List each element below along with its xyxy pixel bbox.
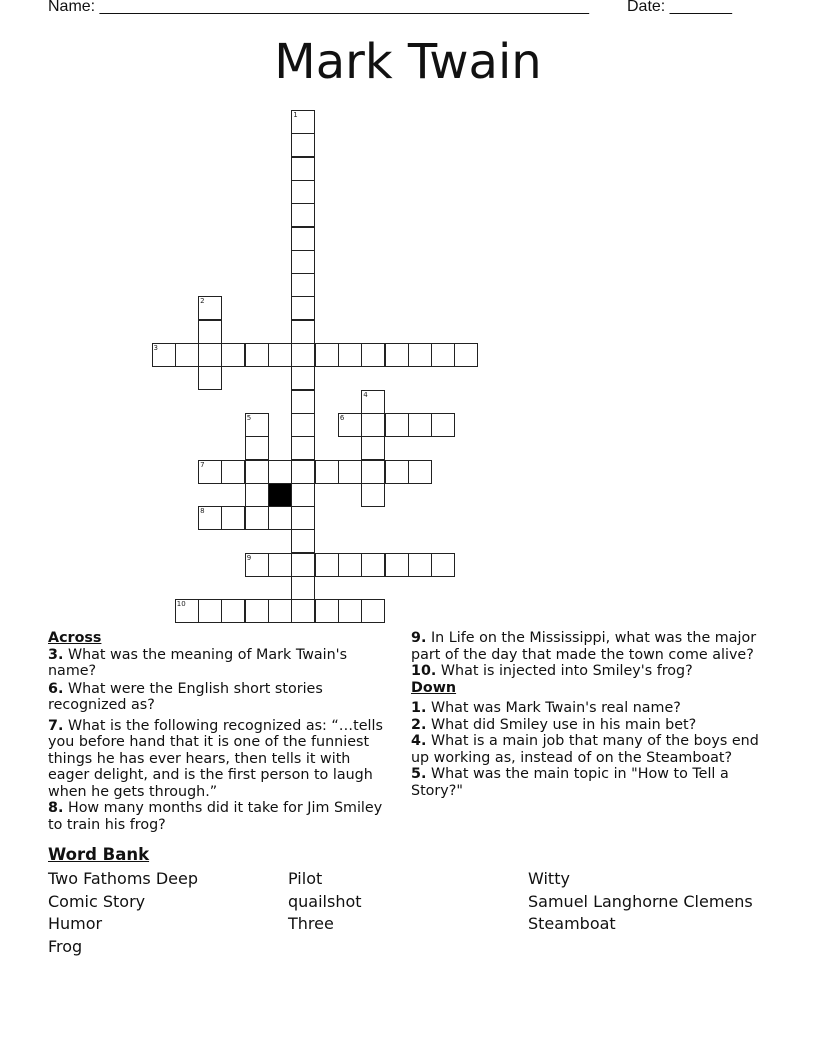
clue-number: 3. — [48, 646, 64, 663]
clue-across-10 — [411, 663, 781, 680]
word-bank-item: Frog — [48, 937, 83, 957]
answer-square[interactable] — [291, 366, 315, 390]
answer-square[interactable] — [338, 599, 362, 623]
answer-square[interactable] — [245, 413, 269, 437]
clue-across-3 — [48, 647, 393, 680]
clue-across-8 — [48, 800, 393, 833]
page-title: Mark Twain — [274, 34, 542, 90]
clue-text: What was the meaning of Mark Twain's name? — [48, 646, 348, 679]
answer-square[interactable] — [291, 227, 315, 251]
answer-square[interactable] — [268, 599, 292, 623]
answer-square[interactable] — [291, 413, 315, 437]
answer-square[interactable] — [245, 553, 269, 577]
clue-number-label: 8 — [200, 507, 205, 516]
clue-down-4 — [411, 733, 781, 766]
clue-text: How many months did it take for Jim Smiley to train his frog? — [48, 800, 383, 833]
name-field-label: Name: _______________________________________________________ — [48, 0, 589, 15]
answer-square[interactable] — [291, 180, 315, 204]
clue-across-6 — [48, 681, 393, 714]
answer-square[interactable] — [291, 320, 315, 344]
answer-square[interactable] — [268, 343, 292, 367]
answer-square[interactable] — [291, 390, 315, 414]
answer-square[interactable] — [431, 413, 455, 437]
clue-number: 6. — [48, 680, 64, 697]
answer-square[interactable] — [315, 599, 339, 623]
clue-text: What is injected into Smiley's frog? — [440, 663, 693, 679]
word-bank-heading: Word Bank — [48, 845, 150, 864]
word-bank-item: Two Fathoms Deep — [48, 869, 198, 888]
answer-square[interactable] — [315, 460, 339, 484]
word-bank-item: Comic Story — [48, 891, 146, 911]
clue-number-label: 3 — [153, 344, 158, 352]
clue-text: What is a main job that many of the boys end up working as, instead of on the Steamboat? — [411, 733, 759, 766]
clue-number: 9. — [411, 630, 427, 646]
answer-square[interactable] — [245, 460, 269, 484]
answer-square[interactable] — [198, 366, 222, 390]
answer-square[interactable] — [291, 576, 315, 600]
blocked-square — [268, 483, 292, 507]
clue-number-label: 4 — [363, 390, 368, 399]
answer-square[interactable] — [315, 343, 339, 367]
answer-square[interactable] — [291, 133, 315, 157]
answer-square[interactable] — [361, 460, 385, 484]
clue-number-label: 7 — [200, 460, 205, 469]
answer-square[interactable] — [338, 553, 362, 577]
answer-square[interactable] — [268, 553, 292, 577]
clue-number-label: 1 — [293, 111, 298, 119]
across-heading: Across — [48, 630, 102, 646]
clue-across-7 — [48, 718, 393, 801]
clue-text: What was Mark Twain's real name? — [430, 700, 681, 716]
clue-number-label: 2 — [200, 297, 205, 306]
answer-square[interactable] — [268, 460, 292, 484]
answer-square[interactable] — [221, 599, 245, 623]
answer-square[interactable] — [291, 273, 315, 297]
clue-down-2 — [411, 717, 781, 734]
answer-square[interactable] — [152, 343, 176, 367]
answer-square[interactable] — [431, 343, 455, 367]
answer-square[interactable] — [338, 413, 362, 437]
clue-text: In Life on the Mississippi, what was the major part of the day that made the town come alive? — [411, 630, 757, 663]
answer-square[interactable] — [221, 343, 245, 367]
clue-number-label: 5 — [246, 413, 252, 422]
answer-square[interactable] — [245, 599, 269, 623]
answer-square[interactable] — [385, 553, 409, 577]
clue-text: What did Smiley use in his main bet? — [430, 716, 697, 733]
answer-square[interactable] — [431, 553, 455, 577]
answer-square[interactable] — [338, 343, 362, 367]
answer-square[interactable] — [198, 460, 222, 484]
clues-left-column — [48, 630, 393, 833]
clue-down-5 — [411, 766, 781, 799]
answer-square[interactable] — [291, 203, 315, 227]
word-bank-item: Three — [288, 914, 334, 934]
answer-square[interactable] — [198, 320, 222, 344]
word-bank-item: Pilot — [288, 869, 323, 888]
word-bank-item: Humor — [48, 914, 103, 934]
answer-square[interactable] — [385, 413, 409, 437]
clue-number-label: 9 — [246, 553, 252, 562]
answer-square[interactable] — [361, 436, 385, 460]
answer-square[interactable] — [408, 460, 432, 484]
answer-square[interactable] — [198, 343, 222, 367]
answer-square[interactable] — [245, 436, 269, 460]
clue-number: 2. — [411, 716, 427, 733]
answer-square[interactable] — [268, 506, 292, 530]
answer-square[interactable] — [338, 460, 362, 484]
answer-square[interactable] — [454, 343, 478, 367]
answer-square[interactable] — [291, 529, 315, 553]
answer-square[interactable] — [221, 506, 245, 530]
down-heading: Down — [411, 679, 457, 696]
answer-square[interactable] — [291, 110, 315, 134]
clue-number: 7. — [48, 717, 64, 734]
word-bank-item: quailshot — [288, 891, 362, 911]
clue-text: What were the English short stories recognized as? — [48, 680, 323, 713]
answer-square[interactable] — [175, 343, 199, 367]
clue-number: 8. — [48, 800, 64, 816]
answer-square[interactable] — [291, 343, 315, 367]
answer-square[interactable] — [315, 553, 339, 577]
clue-across-9 — [411, 630, 781, 663]
answer-square[interactable] — [221, 460, 245, 484]
answer-square[interactable] — [198, 599, 222, 623]
answer-square[interactable] — [291, 436, 315, 460]
answer-square[interactable] — [291, 483, 315, 507]
answer-square[interactable] — [385, 343, 409, 367]
answer-square[interactable] — [291, 157, 315, 181]
answer-square[interactable] — [291, 599, 315, 623]
clue-down-1 — [411, 700, 781, 717]
answer-square[interactable] — [361, 390, 385, 414]
answer-square[interactable] — [385, 460, 409, 484]
answer-square[interactable] — [408, 553, 432, 577]
answer-square[interactable] — [361, 483, 385, 507]
answer-square[interactable] — [291, 296, 315, 320]
clue-number-label: 6 — [339, 413, 345, 422]
date-field-label: Date: _______ — [627, 0, 732, 15]
answer-square[interactable] — [361, 599, 385, 623]
answer-square[interactable] — [291, 250, 315, 274]
answer-square[interactable] — [408, 343, 432, 367]
clue-number: 10. — [411, 663, 437, 679]
answer-square[interactable] — [361, 413, 385, 437]
answer-square[interactable] — [291, 506, 315, 530]
answer-square[interactable] — [291, 460, 315, 484]
answer-square[interactable] — [198, 506, 222, 530]
answer-square[interactable] — [291, 553, 315, 577]
answer-square[interactable] — [175, 599, 199, 623]
clue-number: 4. — [411, 733, 427, 749]
word-bank-item: Witty — [528, 869, 570, 888]
word-bank-item: Samuel Langhorne Clemens — [528, 891, 753, 911]
clue-number: 5. — [411, 766, 427, 782]
clue-number: 1. — [411, 700, 427, 716]
answer-square[interactable] — [361, 343, 385, 367]
answer-square[interactable] — [361, 553, 385, 577]
answer-square[interactable] — [245, 483, 269, 507]
clues-right-column — [411, 630, 781, 799]
clue-text: What is the following recognized as: “…tells you before hand that it is one of the funniest things he has ever hears, then tells it with eager delight, and is the first person to laugh when he gets through.” — [48, 717, 383, 800]
clue-text: What was the main topic in "How to Tell a Story?" — [411, 766, 729, 799]
answer-square[interactable] — [245, 506, 269, 530]
clue-number-label: 10 — [176, 600, 186, 609]
answer-square[interactable] — [408, 413, 432, 437]
answer-square[interactable] — [198, 296, 222, 320]
word-bank-item: Steamboat — [528, 914, 616, 934]
answer-square[interactable] — [245, 343, 269, 367]
